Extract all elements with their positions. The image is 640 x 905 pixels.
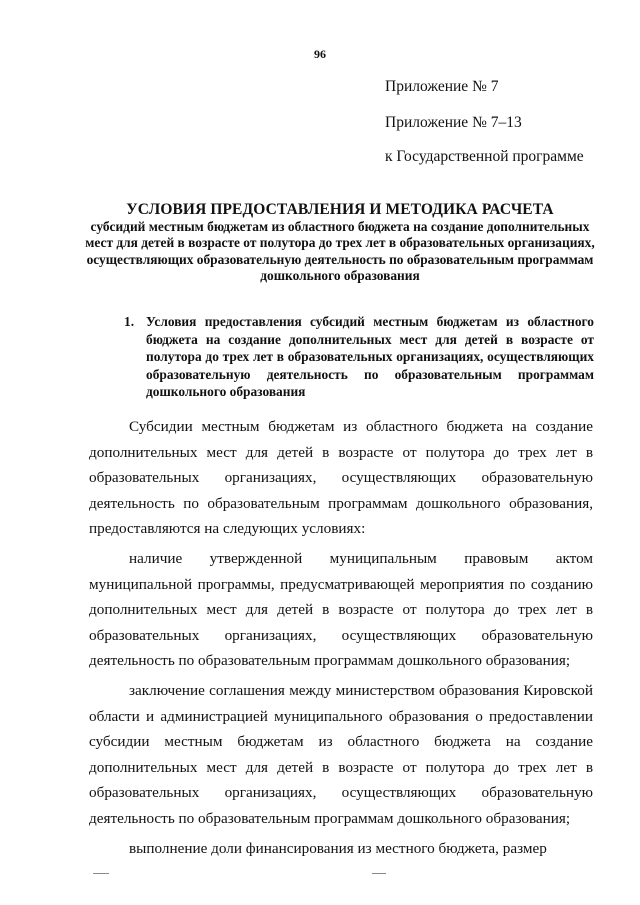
paragraph-condition-2: заключение соглашения между министерством образования Кировской области и администрацией муниципального образования о предоставлении субсидии местным бюджетам из областного бюджета на создание дополнительных мест для детей в возрасте от полутора до трех лет в образовательных организациях, осуществляющих образовательную деятельность по образовательным программам дошкольного образования;	[89, 682, 593, 827]
title-main: УСЛОВИЯ ПРЕДОСТАВЛЕНИЯ И МЕТОДИКА РАСЧЕТА	[126, 201, 554, 218]
section-number: 1.	[124, 314, 135, 329]
paragraph-condition-1: наличие утвержденной муниципальным правовым актом муниципальной программы, предусматривающей мероприятия по созданию дополнительных мест для детей в возрасте от полутора до трех лет в образовательных организациях, осуществляющих образовательную деятельность по образовательным программам дошкольного образования;	[89, 550, 593, 670]
paragraph-condition-3: выполнение доли финансирования из местного бюджета, размер	[129, 840, 547, 857]
appendix-line-3: к Государственной программе	[385, 148, 584, 165]
paragraph-intro: Субсидии местным бюджетам из областного бюджета на создание дополнительных мест для детей в возрасте от полутора до трех лет в образовательных организациях, осуществляющих образовательную деятельность по образовательным программам дошкольного образования, предоставляются на следующих условиях:	[89, 418, 593, 538]
title-subtitle: субсидий местным бюджетам из областного бюджета на создание дополнительных мест для детей в возрасте от полутора до трех лет в образовательных организациях, осуществляющих образовательную деятельность по образовательным программам дошкольного образования	[85, 218, 595, 284]
page-number: 96	[314, 47, 326, 61]
scan-artifact-left	[93, 873, 109, 874]
section-heading-text: Условия предоставления субсидий местным бюджетам из областного бюджета на создание дополнительных мест для детей в возрасте от полутора до трех лет в образовательных организациях, осуществляющих образовательную деятельность по образовательным программам дошкольного образования	[146, 314, 594, 400]
scan-artifact-center	[372, 873, 386, 874]
section-1-heading	[124, 313, 594, 401]
appendix-line-1: Приложение № 7	[385, 78, 499, 95]
appendix-line-2: Приложение № 7–13	[385, 114, 522, 131]
document-title	[80, 202, 600, 285]
